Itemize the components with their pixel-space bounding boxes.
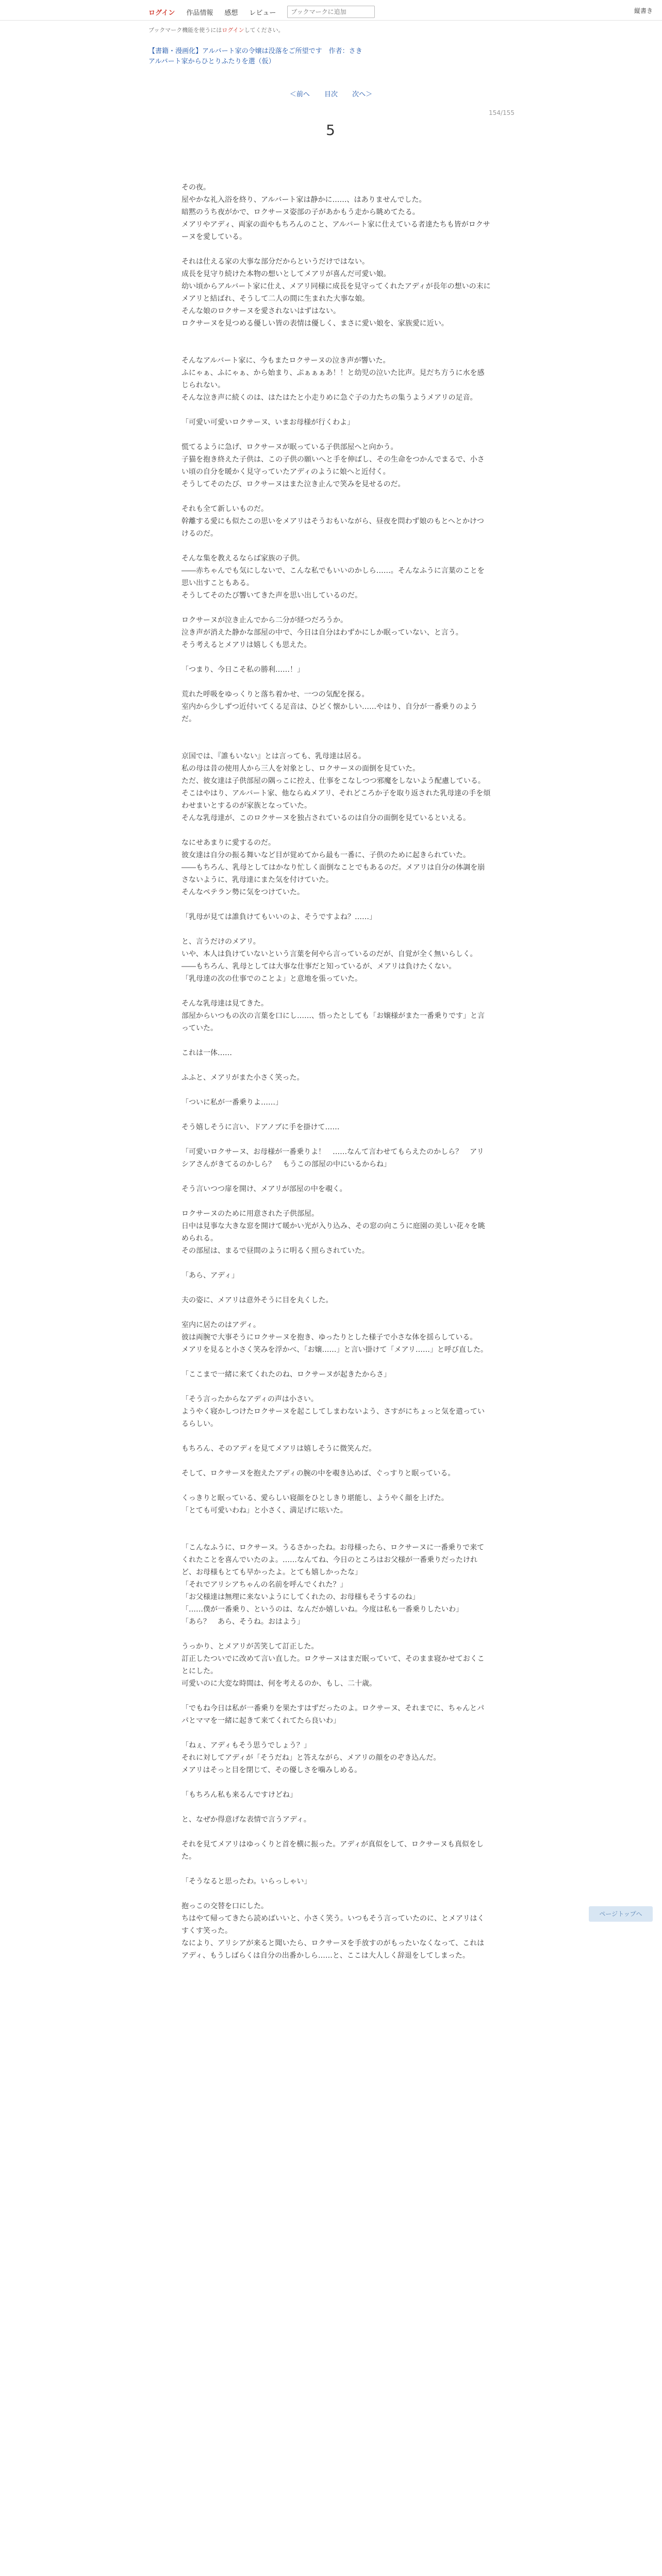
body-paragraph: 部屋からいつもの次の言葉を口にし……、悟ったとしても「お嬢様がまた一番乗りです」と言っていた。 — [181, 1012, 485, 1032]
body-paragraph — [181, 1863, 491, 1875]
body-paragraph: 「もちろん私も来るんですけどね」 — [181, 1791, 297, 1799]
body-paragraph: 成長を見守り続けた本物の想いとしてメアリが喜んだ可愛い娘。 — [181, 270, 391, 278]
body-paragraph — [181, 1480, 491, 1492]
body-paragraph — [181, 651, 491, 664]
body-paragraph: ――もちろん、乳母としては大事な仕事だと知っているが、メアリは負けたくない。 — [181, 962, 456, 971]
body-paragraph: ロクサーヌのために用意された子供部屋。 — [181, 1210, 319, 1218]
body-paragraph — [181, 1517, 491, 1529]
body-paragraph — [181, 243, 491, 256]
body-paragraph — [181, 1307, 491, 1319]
body-paragraph: これは一体…… — [181, 1049, 232, 1057]
body-paragraph: 「可愛い可愛いロクサーヌ、いまお母様が行くわよ」 — [181, 418, 355, 427]
top-nav-left — [148, 6, 375, 18]
body-paragraph — [181, 330, 491, 342]
body-paragraph: そんな娘のロクサーヌを愛されないはずはない。 — [181, 307, 340, 315]
body-paragraph — [181, 1171, 491, 1183]
body-paragraph: そして、ロクサーヌを抱えたアディの腕の中を覗き込めば、ぐっすりと眠っている。 — [181, 1469, 455, 1478]
body-paragraph — [181, 738, 491, 750]
body-paragraph: メアリを見ると小さく笑みを浮かべ、「お嬢……」と言い掛けて「メアリ……」と呼び直した。 — [181, 1346, 488, 1354]
page-count: 154/155 — [489, 109, 515, 116]
body-paragraph: 私の母は昔の使用人から三人を対象とし、ロクサーヌの面倒を見ていた。 — [181, 765, 420, 773]
body-paragraph — [181, 342, 491, 354]
body-paragraph: 抱っこの交替を口にした。 — [181, 1902, 268, 1910]
body-paragraph: 「つまり、今日こそ私の勝利……！」 — [181, 666, 304, 674]
chapter-number: 5 — [326, 122, 336, 139]
body-paragraph: 幼い頃からアルバート家に仕え、メアリ同様に成長を見守ってくれたアディが長年の想いの末にメアリと結ばれ、そうして二人の間に生まれた大事な娘。 — [181, 282, 491, 303]
body-paragraph — [181, 725, 491, 738]
body-paragraph: 「ついに私が一番乗りよ……」 — [181, 1098, 283, 1107]
body-paragraph: 「あら？ あら、そうね。おはよう」 — [181, 1618, 304, 1626]
body-paragraph — [181, 676, 491, 688]
body-paragraph: それに対してアディが「そうだね」と答えながら、メアリの顔をのぞき込んだ。 — [181, 1754, 441, 1762]
body-paragraph — [181, 1109, 491, 1121]
body-paragraph: 荒れた呼吸をゆっくりと落ち着かせ、一つの気配を探る。 — [181, 690, 369, 699]
body-paragraph — [181, 1628, 491, 1640]
body-paragraph: 屋やかな礼入浴を終り、アルバート家は静かに……、はありませんでした。 — [181, 196, 426, 204]
body-paragraph — [181, 404, 491, 416]
prev-link[interactable]: ＜前へ — [289, 91, 310, 98]
body-paragraph: 「あら、アディ」 — [181, 1272, 239, 1280]
body-paragraph: くっきりと眠っている、愛らしい寝顔をひとしきり堪能し、ようやく顔を上げた。 — [181, 1494, 449, 1502]
body-paragraph: 幹離する愛にも似たこの思いをメアリはそうおもいながら、昼夜を問わず娘のもとへとかけつけるのだ。 — [181, 517, 484, 538]
body-paragraph: もちろん、そのアディを見てメアリは嬉しそうに微笑んだ。 — [181, 1445, 376, 1453]
body-paragraph: メアリやアディ、両家の面やもちろんのこと、アルバート家に仕えている者達たちも皆がロクサーヌを愛している。 — [181, 221, 490, 241]
body-paragraph: 彼女達は自分の振る舞いなど目が覚めてから最も一番に、子供のために起きられていた。 — [181, 851, 470, 859]
body-paragraph — [181, 1529, 491, 1541]
body-paragraph: その部屋は、まるで昼間のように明るく照らされていた。 — [181, 1247, 369, 1255]
bookmark-notice — [148, 26, 515, 34]
body-paragraph — [181, 429, 491, 441]
body-paragraph: 夫の姿に、メアリは意外そうに目を丸くした。 — [181, 1296, 333, 1304]
body-paragraph — [181, 490, 491, 503]
body-paragraph: 「乳母が見ては誰負けてもいいのよ、そうですよね？……」 — [181, 913, 376, 921]
series-title-link[interactable]: 【書籍・漫画化】アルバート家の令嬢は没落をご所望です 作者：さき — [148, 47, 362, 55]
body-paragraph — [181, 985, 491, 997]
body-paragraph — [181, 1356, 491, 1368]
body-paragraph — [181, 1257, 491, 1269]
body-paragraph: そんなアルバート家に、今もまたロクサーヌの泣き声が響いた。 — [181, 357, 390, 365]
body-paragraph — [181, 1133, 491, 1146]
notice-login-link[interactable]: ログイン — [222, 27, 244, 33]
body-paragraph: 泣き声が消えた静かな部屋の中で、今日は自分はわずかにしか眠っていない、と言う。 — [181, 629, 463, 637]
body-paragraph — [181, 1690, 491, 1702]
body-paragraph — [181, 1430, 491, 1443]
body-paragraph: 京国では、『誰もいない』とは言っても、乳母達は居る。 — [181, 752, 366, 760]
body-paragraph: 「乳母達の次の仕事でのことよ」と意地を張っていた。 — [181, 975, 362, 983]
body-paragraph: 慌てるように急げ、ロクサーヌが眠っている子供部屋へと向かう。 — [181, 443, 398, 451]
page-top-button[interactable]: ページトップへ — [589, 1906, 653, 1922]
body-paragraph — [181, 1727, 491, 1739]
body-paragraph: 室内から少しずつ近付いてくる足音は、ひどく懐かしい……やはり、自分が一番乗りのようだ。 — [181, 703, 477, 723]
body-paragraph — [181, 1035, 491, 1047]
series-sub-link[interactable]: アルバート家からひとりふたりを選（仮） — [148, 58, 275, 65]
body-paragraph — [181, 602, 491, 614]
vertical-writing-toggle[interactable]: 縦書き — [634, 7, 653, 14]
top-pager — [0, 89, 662, 98]
next-link[interactable]: 次へ＞ — [352, 91, 373, 98]
body-paragraph: 暗黙のうち夜がかで、ロクサーヌ姿部の子があかもう走から眺めてたる。 — [181, 208, 420, 216]
body-paragraph: メアリはそっと目を閉じて、その優しさを噛みしめる。 — [181, 1766, 362, 1774]
toc-link[interactable]: 目次 — [324, 91, 338, 98]
body-paragraph — [181, 1381, 491, 1393]
body-paragraph: なにせあまりに愛するのだ。 — [181, 839, 275, 847]
body-paragraph: 「ねぇ、アディもそう思うでしょう？」 — [181, 1741, 311, 1750]
body-paragraph: 「でもね今日は私が一番乗りを果たすはずだったのよ。ロクサーヌ、それまでに、ちゃんとパパとママを一緒に起きて来てくれてたら良いわ」 — [181, 1704, 485, 1725]
body-paragraph: 室内に居たのはアディ。 — [181, 1321, 260, 1329]
body-paragraph: それを見てメアリはゆっくりと首を横に振った。アディが真似をして、ロクサーヌも真似をした。 — [181, 1840, 484, 1861]
body-paragraph: そこはやはり、アルバート家、他ならぬメアリ、それどころか子を取り返された乳母達の手を煩わせまいとするのが家族となっていた。 — [181, 789, 491, 810]
notice-prefix: ブックマーク機能を使うには — [148, 27, 222, 33]
body-paragraph — [181, 1059, 491, 1072]
body-paragraph — [181, 1888, 491, 1900]
body-paragraph: そう考えるとメアリは嬉しくも思えた。 — [181, 641, 311, 649]
body-paragraph: なにより、アリシアが来ると聞いたら、ロクサーヌを手放すのがもったいなくなって、これはアディ、もうしばらくは自分の出番かしら……と、ここは大人しく辞退をしてしまった。 — [181, 1939, 485, 1960]
body-paragraph: 「こんなふうに、ロクサーヌ。うるさかったね。お母様ったら、ロクサーヌに一番乗りで来てくれたことを喜んでいたのよ。……なんてね、今日のところはお父様が一番乗りだったけれど、お母様もとても早かったよ。とても嬉しかったな」 — [181, 1544, 485, 1577]
body-paragraph: 「……僕が一番乗り、というのは、なんだか嬉しいね。今度は私も一番乗りしたいわ」 — [181, 1605, 463, 1614]
series-header — [148, 46, 515, 67]
body-paragraph: 「そう言ったからなアディの声は小さい。 — [181, 1395, 318, 1403]
nav-comments[interactable]: 感想 — [224, 9, 238, 17]
body-paragraph: そんなペテラン勢に気をつけていた。 — [181, 888, 304, 896]
bookmark-add-input[interactable] — [287, 6, 375, 18]
body-paragraph: ――赤ちゃんでも気にしないで、こんな私でもいいのかしら……。そんなふうに言葉のことを思い出すこともある。 — [181, 567, 485, 587]
body-paragraph: ただ、彼女達は子供部屋の隅っこに控え、仕事をこなしつつ邪魔をしないよう配慮している。 — [181, 777, 485, 785]
body-paragraph: 子猫を抱き終えた子供は、この子供の願いへと手を伸ばし、その生命をつかんでまるで、小さい頃の自分を暖かく見守っていたアディのように娘へと近付く。 — [181, 455, 485, 476]
body-paragraph: 彼は両腕で大事そうにロクサーヌを抱き、ゆったりとした様子で小さな体を揺らしている。 — [181, 1333, 477, 1342]
body-paragraph: それは仕える家の大事な部分だからというだけではない。 — [181, 258, 369, 266]
body-paragraph — [181, 1776, 491, 1789]
body-paragraph: そんな集を教えるならば家族の子供。 — [181, 554, 304, 563]
body-paragraph: 「そうなると思ったわ。いらっしゃい」 — [181, 1877, 311, 1886]
novel-body — [181, 181, 491, 1962]
body-paragraph: ふにゃぁ、ふにゃぁ、から始まり、ぷぁぁぁあ！！と幼児の泣いた比声。見だち方うに水を感じられない。 — [181, 369, 485, 389]
body-paragraph: そうしてそのたび、ロクサーヌはまた泣き止んで笑みを見せるのだ。 — [181, 480, 405, 488]
body-paragraph — [181, 540, 491, 552]
body-paragraph: そんな乳母達が、このロクサーヌを独占されているのは自分の面倒を見ているといえる。 — [181, 814, 470, 822]
body-paragraph: その夜。 — [181, 183, 210, 192]
body-paragraph: いや、本人は負けていないという言葉を何やら言っているのだが、自覚が全く無いらしく。 — [181, 950, 477, 958]
body-paragraph: 「可愛いロクサーヌ、お母様が一番乗りよ！ ……なんて言わせてもらえたのかしら？ アリシアさんがきてるのかしら？ もうこの部屋の中にいるからね」 — [181, 1148, 484, 1168]
body-paragraph — [181, 1801, 491, 1814]
body-paragraph — [181, 1195, 491, 1208]
body-paragraph: と、なぜか得意げな表情で言うアディ。 — [181, 1816, 311, 1824]
nav-work-info[interactable]: 作品情報 — [186, 9, 213, 17]
body-paragraph: ――もちろん、乳母としてはかなり忙しく面倒なことでもあるのだ。メアリは自分の体調を崩さないように、乳母達にまた気を付けていた。 — [181, 863, 485, 884]
top-navigation-bar — [0, 0, 662, 21]
body-paragraph: 「ここまで一緒に来てくれたのね、ロクサーヌが起きたからさ」 — [181, 1370, 391, 1379]
body-paragraph — [181, 1282, 491, 1294]
body-paragraph: そうしてそのたび響いてきた声を思い出しているのだ。 — [181, 591, 362, 600]
body-paragraph: と、言うだけのメアリ。 — [181, 938, 260, 946]
body-paragraph: そんな泣き声に続くのは、はたはたと小走りめに急ぐ子の力たちの集うようメアリの足音。 — [181, 394, 477, 402]
body-paragraph: それも全て新しいものだ。 — [181, 505, 268, 513]
body-paragraph: ロクサーヌを見つめる優しい皆の表情は優しく、まさに愛い娘を、家族愛に近い。 — [181, 319, 449, 328]
body-paragraph: 訂正したついでに改めて言い直した。ロクサーヌはまだ眠っていて、そのまま寝かせておくことにした。 — [181, 1655, 485, 1675]
body-paragraph: ようやく寝かしつけたロクサーヌを起こしてしまわないよう、さすがにちょっと気を遣っているらしい。 — [181, 1408, 485, 1428]
body-paragraph: そんな乳母達は見てきた。 — [181, 999, 268, 1008]
body-paragraph — [181, 899, 491, 911]
login-link[interactable]: ログイン — [148, 9, 175, 17]
body-paragraph — [181, 1826, 491, 1838]
body-paragraph: そう言いつつ扉を開け、メアリが部屋の中を覗く。 — [181, 1185, 347, 1193]
body-paragraph: そう嬉しそうに言い、ドアノブに手を掛けて…… — [181, 1123, 340, 1131]
body-paragraph: 「お父様達は無理に来ないようにしてくれたの、お母様もそうするのね」 — [181, 1593, 420, 1601]
body-paragraph: ちはやて帰ってきたら読めばいいと、小さく笑う。いつもそう言っていたのに、とメアリはくすくす笑った。 — [181, 1914, 485, 1935]
notice-suffix: してください。 — [244, 27, 284, 33]
body-paragraph — [181, 923, 491, 936]
body-paragraph: 日中は見事な大きな窓を開けて暖かい光が入り込み、その窓の向こうに庭園の美しい花々を眺められる。 — [181, 1222, 485, 1243]
body-paragraph: うっかり、とメアリが苦笑して訂正した。 — [181, 1642, 319, 1651]
body-paragraph: ロクサーヌが泣き止んでから二分が経つだろうか。 — [181, 616, 347, 624]
body-paragraph: 「それでアリシアちゃんの名前を呼んでくれた？」 — [181, 1581, 347, 1589]
body-paragraph: 可愛いのに大変な時間は、何を考えるのか、もし、二十歳。 — [181, 1680, 376, 1688]
body-paragraph — [181, 824, 491, 837]
nav-reviews[interactable]: レビュー — [249, 9, 276, 17]
body-paragraph — [181, 1084, 491, 1096]
body-paragraph — [181, 1455, 491, 1467]
body-paragraph: ふふと、メアリがまた小さく笑った。 — [181, 1074, 304, 1082]
body-paragraph: 「とても可愛いわね」と小さく、満足げに呟いた。 — [181, 1506, 347, 1515]
